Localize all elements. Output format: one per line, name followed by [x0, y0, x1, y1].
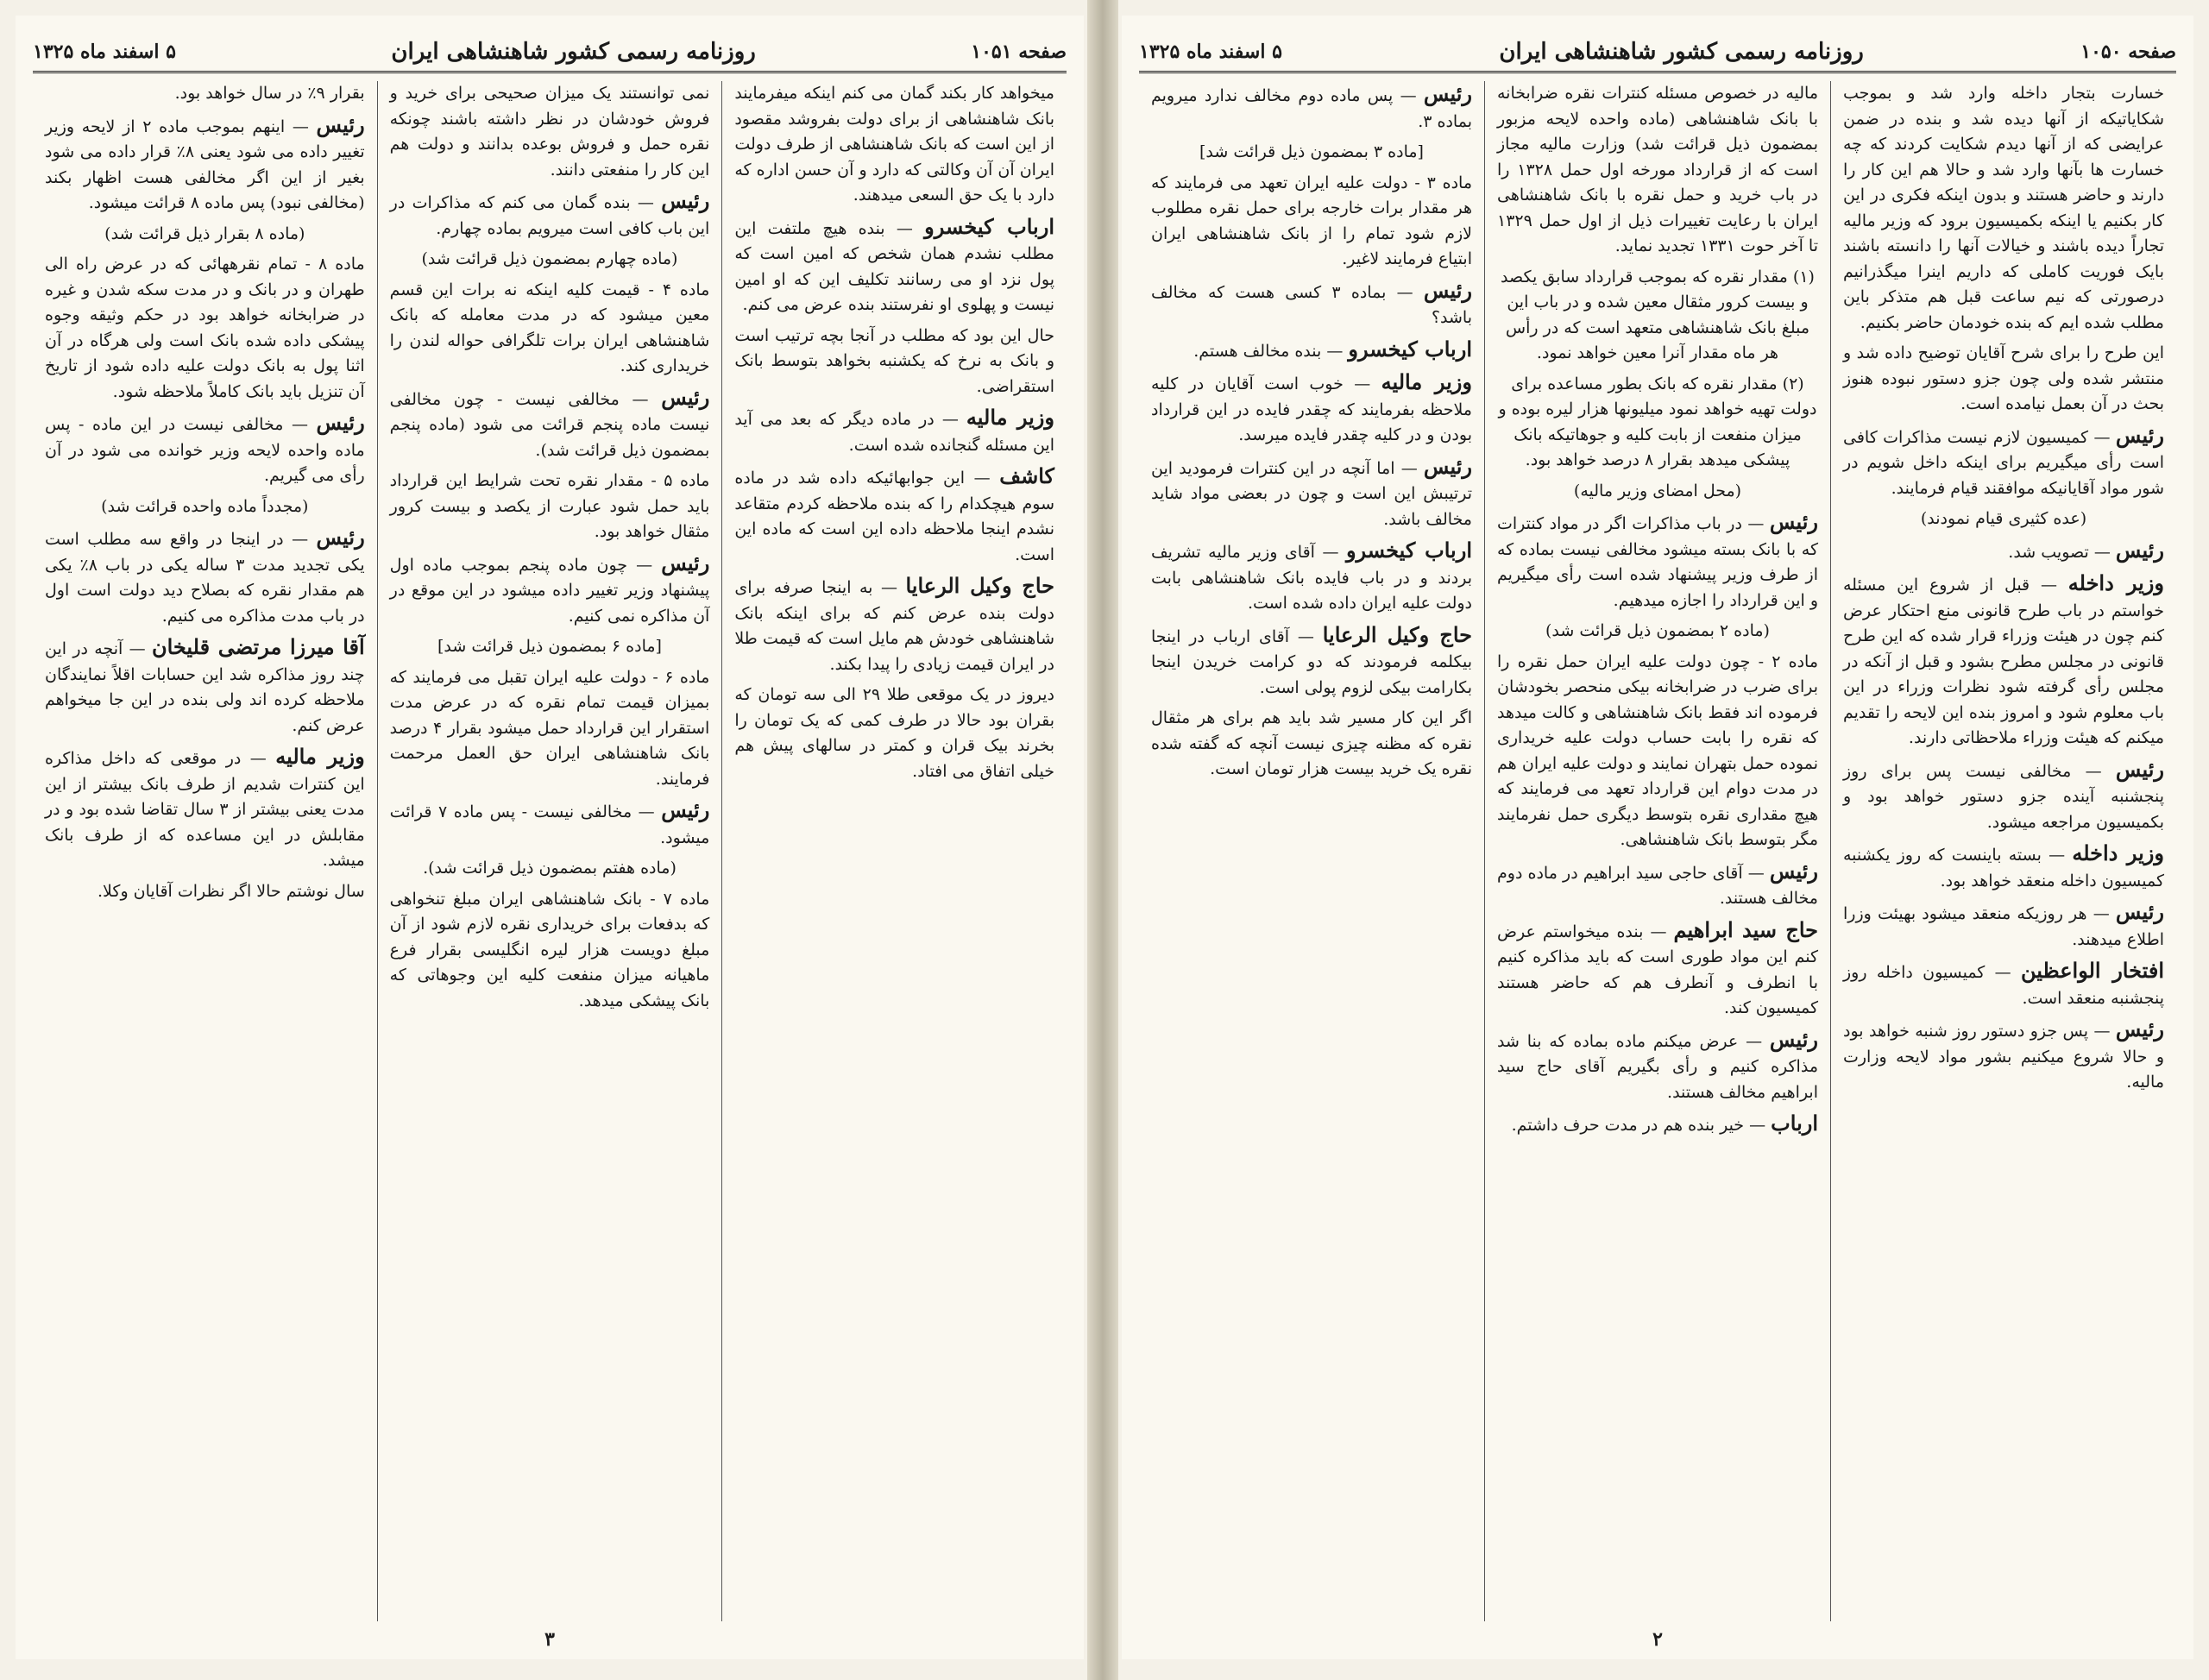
- speaker-name: وزیر مالیه: [1381, 369, 1472, 394]
- paragraph: رئیس — چون ماده پنجم بموجب ماده اول پیشنهاد وزیر تغییر داده میشود در این موقع در آن مذاکره نمی کنیم.: [389, 550, 710, 626]
- speaker-name: رئیس: [2115, 422, 2164, 448]
- paragraph-text: تصویب شد.: [2008, 542, 2089, 562]
- paragraph-text: مخالفی نیست - پس ماده ۷ قرائت میشود.: [389, 802, 710, 847]
- paragraph-text: اگر این کار مسیر شد باید هم برای هر مثقال نقره که مظنه چیزی نیست آنچه که گفته شده نقره یک خرید بیست هزار تومان است.: [1151, 708, 1472, 778]
- paragraph-text: پس جزو دستور روز شنبه خواهد بود و حالا شروع میکنیم بشور مواد لایحه وزارت مالیه.: [1843, 1022, 2164, 1092]
- paragraph: [45, 879, 365, 905]
- paragraph-text: قبل از شروع این مسئله خواستم در باب طرح قانونی منع احتکار عرض کنم چون در هیئت وزراء قرار شده که این طرح قانونی در مجلس مطرح بشود و قبل از آنکه در مجلس رأی گرفته شود نظرات وزراء در این باب معلوم شود و امروز بنده این لایحه را تقدیم میکنم که هیئت وزراء ملاحظاتی دارند.: [1843, 576, 2164, 747]
- paragraph-text: آقای حاجی سید ابراهیم در ماده دوم مخالف هستند.: [1497, 863, 1818, 908]
- page-right: [1122, 16, 2193, 1659]
- page-left: [16, 16, 1084, 1659]
- paragraph-text: [ماده ۶ بمضمون ذیل قرائت شد]: [437, 637, 662, 656]
- speaker-name: رئیس: [1423, 277, 1472, 303]
- paragraph: حاج سید ابراهیم — بنده میخواستم عرض کنم این مواد طوری است که باید مذاکره کنیم با انطرف و آنطرف هم که حاضر هستند کمیسیون کند.: [1497, 916, 1818, 1017]
- speaker-name: وزیر مالیه: [966, 405, 1054, 430]
- paragraph-text: (ماده ۸ بقرار ذیل قرائت شد): [104, 223, 305, 243]
- paragraph-text: ماده ۴ - قیمت کلیه اینکه نه برات این قسم معین میشود که در مدت معامله که بانک شاهنشاهی ایران برات تلگرافی حواله لندن را خریداری کند.: [389, 280, 710, 375]
- paragraph: [1497, 479, 1818, 505]
- page-number: صفحه ۱۰۵۱: [971, 41, 1067, 63]
- paragraph: [390, 469, 710, 545]
- speaker-name: رئیس: [2115, 537, 2164, 563]
- paragraph: آقا میرزا مرتضی قلیخان — آنچه در این چند روز مذاکره شد این حسابات اقلاً نمایندگان ملاحظه کرده اند ولی بنده در این جا میخواهم عرض کنم.: [44, 634, 365, 735]
- text-column: [33, 81, 377, 1621]
- speaker-name: حاج وکیل الرعایا: [1322, 621, 1472, 647]
- text-column: [377, 81, 722, 1621]
- paragraph-text: نمی توانستند یک میزان صحیحی برای خرید و فروش خودشان در نظر داشته باشند چونکه نقره حمل و فروش بوعده بدانند و دولت هم این کار را منفعتی دانند.: [389, 84, 710, 179]
- folio-number: ۳: [544, 1628, 555, 1651]
- speaker-name: رئیس: [316, 111, 365, 137]
- speaker-name: رئیس: [2115, 899, 2164, 924]
- paragraph: [734, 81, 1054, 209]
- paragraph: [45, 494, 365, 520]
- paragraph: حاج وکیل الرعایا — آقای ارباب در اینجا بیکلمه فرمودند که دو کرامت خریدن اینجا بکارامت بیکی لزوم پولی است.: [1151, 621, 1472, 697]
- paragraph-text: این جوابهائیکه داده شد در ماده سوم هیچکدام را که بنده ملاحظه کردم متقاعد نشدم اینجا ملاحظه داده این است که ماده این است.: [734, 469, 1054, 564]
- paragraph: وزیر مالیه — در موقعی که داخل مذاکره این کنترات شدیم از طرف بانک بیشتر از این مدت یعنی بیشتر از ۳ سال تقاضا شده بود و در مقابلش در این مساعده که از طرف بانک میشد.: [44, 744, 365, 870]
- speaker-name: رئیس: [2115, 1016, 2164, 1041]
- page-number: صفحه ۱۰۵۰: [2080, 41, 2176, 63]
- text-column: [1830, 81, 2176, 1621]
- paragraph-text: ماده ۶ - دولت علیه ایران تقبل می فرمایند که بمیزان قیمت تمام نقره که در عرض مدت استقرار این قرارداد حمل میشود بقرار ۴ درصد بانک شاهنشاهی ایران حق العمل مرحمت فرمایند.: [389, 667, 710, 789]
- paragraph: رئیس — تصویب شد.: [2008, 537, 2164, 563]
- issue-date: ۵ اسفند ماه ۱۳۲۵: [33, 41, 176, 63]
- paragraph-text: پس ماده دوم مخالف ندارد میرویم بماده ۳.: [1151, 86, 1472, 131]
- newspaper-title: روزنامه رسمی کشور شاهنشاهی ایران: [391, 39, 756, 65]
- speaker-name: رئیس: [1423, 81, 1472, 106]
- paragraph: [734, 683, 1054, 784]
- speaker-name: رئیس: [1769, 858, 1818, 884]
- speaker-name: رئیس: [1769, 509, 1818, 534]
- paragraph: رئیس — عرض میکنم ماده بماده که بنا شد مذاکره کنیم و رأی بگیریم آقای حاج سید ابراهیم مخالف هستند.: [1497, 1026, 1818, 1102]
- paragraph: رئیس — بماده ۳ کسی هست که مخالف باشد؟: [1151, 277, 1472, 327]
- paragraph-text: چون ماده پنجم بموجب ماده اول پیشنهاد وزیر تغییر داده میشود در این موقع در آن مذاکره نمی کنیم.: [389, 555, 710, 626]
- speaker-name: ارباب: [1771, 1111, 1818, 1136]
- paragraph: وزیر داخله — قبل از شروع این مسئله خواستم در باب طرح قانونی منع احتکار عرض کنم چون در هیئت وزراء قرار شده که این طرح قانونی در مجلس مطرح بشود و قبل از آنکه در مجلس رأی گرفته شود نظرات وزراء در این باب معلوم شود و امروز بنده این لایحه را تقدیم میکنم که هیئت وزراء ملاحظاتی دارند.: [1843, 570, 2164, 747]
- paragraph-text: در موقعی که داخل مذاکره این کنترات شدیم از طرف بانک بیشتر از این مدت یعنی بیشتر از ۳ سال تقاضا شده بود و در مقابلش در این مساعده که از طرف بانک میشد.: [44, 749, 365, 870]
- paragraph-text: ماده ۲ - چون دولت علیه ایران حمل نقره را برای ضرب در ضرابخانه بیکی منحصر بخودشان فرموده اند فقط بانک شاهنشاهی و کالت میدهد که نقره را بابت حساب دولت علیه خریداری نموده حمل بتهران نمایند و دولت علیه ایران هم در مدت دوام این قرارداد تعهد می فرمایند که هیچ مقداری نقره بتوسط دیگری حمل نفرمایند مگر بتوسط بانک شاهنشاهی.: [1497, 651, 1819, 849]
- speaker-name: آقا میرزا مرتضی قلیخان: [151, 634, 365, 659]
- paragraph-text: این طرح را برای شرح آقایان توضیح داده شد و منتشر شده ولی چون جزو دستور نبوده هنوز بحث در آن بعمل نیامده است.: [1843, 343, 2164, 413]
- paragraph: [1497, 81, 1818, 260]
- paragraph: [734, 324, 1054, 400]
- paragraph: رئیس — مخالفی نیست - چون مخالفی نیست ماده پنجم قرائت می شود (ماده پنجم بمضمون ذیل قرائت شد).: [389, 384, 710, 460]
- newspaper-title: روزنامه رسمی کشور شاهنشاهی ایران: [1499, 39, 1864, 65]
- columns: [33, 81, 1067, 1621]
- paragraph-text: در اینجا در واقع سه مطلب است یکی تجدید مدت ۳ ساله یکی در باب ۸٪ یکی هم مقدار نقره که بصلاح دید دولت است اول در باب مدت مذاکره می کنیم.: [44, 530, 365, 626]
- paragraph-text: ماده ۸ - تمام نقرههائی که در عرض راه الی طهران و در بانک و در مدت سکه شدن و غیره در ضرابخانه خواهد بود در حکم وثیقه وجوه پیشکی داده شده بانک است ولی هرگاه در آن اثنا پول به بانک دولت علیه داده شود از تاریخ آن تنزیل باید بانک کاملاً ملاحظه شود.: [44, 255, 365, 401]
- paragraph-text: (محل امضای وزیر مالیه): [1573, 481, 1742, 500]
- speaker-name: رئیس: [1423, 453, 1472, 479]
- paragraph-text: بقرار ۹٪ در سال خواهد بود.: [174, 84, 365, 103]
- speaker-name: ارباب کیخسرو: [924, 213, 1054, 239]
- paragraph: [45, 222, 365, 248]
- text-column: [1139, 81, 1484, 1621]
- issue-date: ۵ اسفند ماه ۱۳۲۵: [1139, 41, 1282, 63]
- paragraph-text: [ماده ۳ بمضمون ذیل قرائت شد]: [1199, 142, 1424, 161]
- paragraph: ارباب کیخسرو — بنده مخالف هستم.: [1193, 336, 1472, 362]
- speaker-name: وزیر مالیه: [275, 744, 365, 769]
- paragraph: رئیس — مخالفی نیست در این ماده - پس ماده واحده لایحه وزیر خوانده می شود در آن رأی می گیریم.: [44, 410, 365, 485]
- paragraph: [1843, 507, 2164, 532]
- paragraph-text: اما آنچه در این کنترات فرمودید این ترتیبش این است و چون در بعضی مواد شاید مخالف باشد.: [1151, 458, 1472, 529]
- paragraph-text: آقای ارباب در اینجا بیکلمه فرمودند که دو کرامت خریدن اینجا بکارامت بیکی لزوم پولی است.: [1151, 626, 1472, 697]
- columns: [1139, 81, 2176, 1621]
- speaker-name: رئیس: [661, 797, 710, 822]
- paragraph-text: دیروز در یک موقعی طلا ۲۹ الی سه تومان که بقران بود حالا در طرف کمی که یک تومان را بخرند بیک قران و کمتر در سالهای پیش هم خیلی اتفاق می افتاد.: [734, 685, 1054, 781]
- paragraph-text: (مجدداً ماده واحده قرائت شد): [101, 496, 309, 516]
- paragraph: [1151, 171, 1472, 273]
- paragraph: [390, 81, 710, 183]
- paragraph-text: (۱) مقدار نقره که بموجب قرارداد سابق یکصد و بیست کرور مثقال معین شده و در باب این مبلغ بانک شاهنشاهی متعهد است که در رأس هر ماه مقدار آنرا معین خواهد نمود.: [1501, 267, 1815, 362]
- paragraph-text: بنده گمان می کنم که مذاکرات در این باب کافی است میرویم بماده چهارم.: [389, 193, 710, 238]
- paragraph-text: مخالفی نیست پس برای روز پنجشنبه آینده جزو دستور خواهد بود و بکمیسیون مراجعه میشود.: [1843, 761, 2164, 832]
- speaker-name: رئیس: [316, 410, 365, 435]
- paragraph-text: آنچه در این چند روز مذاکره شد این حسابات اقلاً نمایندگان ملاحظه کرده اند ولی بنده در این جا میخواهم عرض کنم.: [44, 639, 365, 735]
- paragraph: [390, 887, 710, 1015]
- paragraph: [1843, 341, 2164, 418]
- paragraph-text: (ماده چهارم بمضمون ذیل قرائت شد): [421, 249, 678, 268]
- paragraph: رئیس — در اینجا در واقع سه مطلب است یکی تجدید مدت ۳ ساله یکی در باب ۸٪ یکی هم مقدار نقره که بصلاح دید دولت است اول در باب مدت مذاکره می کنیم.: [44, 525, 365, 626]
- speaker-name: رئیس: [2115, 756, 2164, 782]
- page-header: [1139, 33, 2176, 73]
- paragraph: [45, 81, 365, 107]
- speaker-name: رئیس: [1769, 1026, 1818, 1052]
- paragraph-text: بسته باینست که روز یکشنبه کمیسیون داخله منعقد خواهد بود.: [1843, 846, 2164, 890]
- speaker-name: وزیر داخله: [2072, 840, 2164, 865]
- text-column: [1484, 81, 1830, 1621]
- paragraph: [45, 252, 365, 405]
- paragraph: وزیر داخله — بسته باینست که روز یکشنبه کمیسیون داخله منعقد خواهد بود.: [1843, 840, 2164, 890]
- paragraph: رئیس — اینهم بموجب ماده ۲ از لایحه وزیر تغییر داده می شود یعنی ۸٪ قرار داده می شود بغیر از این اگر مخالفی هست اظهار بکند (مخالفی نبود) پس ماده ۸ قرائت میشود.: [44, 111, 365, 212]
- paragraph: ارباب کیخسرو — آقای وزیر مالیه تشریف بردند و در باب فایده بانک شاهنشاهی بابت دولت علیه ایران داده شده است.: [1151, 538, 1472, 613]
- paragraph-text: به اینجا صرفه برای دولت بنده عرض کنم که برای اینکه بانک شاهنشاهی خودش هم مایل است که قیمت طلا در ایران قیمت زیادی را پیدا بکند.: [734, 578, 1054, 674]
- speaker-name: کاشف: [999, 463, 1054, 488]
- paragraph-text: (۲) مقدار نقره که بانک بطور مساعده برای دولت تهیه خواهد نمود میلیونها هزار لیره بوده و میزان منفعت از بابت کلیه و جوهاتیکه بانک پیشکی میدهد بقرار ۸ درصد خواهد بود.: [1498, 374, 1817, 469]
- paragraph-text: هر روزیکه منعقد میشود بهیئت وزرا اطلاع میدهند.: [1843, 904, 2164, 949]
- paragraph: ارباب کیخسرو — بنده هیچ ملتفت این مطلب نشدم همان شخص که امین است که پول نزد او می رسانند تکلیف این که او امین نیست و پهلوی او نفرستند بنده عرض می کنم.: [734, 213, 1054, 314]
- paragraph-text: (ماده هفتم بمضمون ذیل قرائت شد).: [423, 859, 677, 878]
- paragraph-text: مخالفی نیست در این ماده - پس ماده واحده لایحه وزیر خوانده می شود در آن رأی می گیریم.: [44, 415, 365, 485]
- paragraph-text: خیر بنده هم در مدت حرف داشتم.: [1511, 1116, 1745, 1135]
- paragraph: وزیر مالیه — خوب است آقایان در کلیه ملاحظه بفرمایند که چقدر فایده در این قرارداد بودن و در کلیه چقدر فایده میرسد.: [1151, 369, 1472, 444]
- paragraph-text: سال نوشتم حالا اگر نظرات آقایان وکلا.: [98, 881, 365, 901]
- paragraph-text: کمیسیون لازم نیست مذاکرات کافی است رأی میگیریم برای اینکه داخل شویم در شور مواد آقایانیکه موافقند قیام فرمایند.: [1843, 427, 2164, 498]
- paragraph: [390, 278, 710, 380]
- paragraph: [390, 247, 710, 273]
- paragraph-text: میخواهد کار بکند گمان می کنم اینکه میفرمایند بانک شاهنشاهی از برای دولت بفروشد مقصود از این است که بانک شاهنشاهی از طرف دولت ایران آن آن وکالتی که دارد و آن حسن اداره که دارد با یک حق السعی میدهند.: [734, 84, 1054, 204]
- paragraph-text: بماده ۳ کسی هست که مخالف باشد؟: [1151, 282, 1472, 327]
- paragraph: [1843, 81, 2164, 336]
- paragraph: رئیس — پس ماده دوم مخالف ندارد میرویم بماده ۳.: [1151, 81, 1472, 131]
- speaker-name: رئیس: [316, 525, 365, 550]
- speaker-name: رئیس: [661, 188, 710, 213]
- paragraph-text: ماده ۷ - بانک شاهنشاهی ایران مبلغ تنخواهی که بدفعات برای خریداری نقره لازم شود از آن مبلغ دویست هزار لیره انگلیسی بقرار فرع ماهیانه میزان منفعت کلیه این وجوهاتی که بانک پیشکی میدهد.: [389, 889, 710, 1010]
- paragraph-text: مخالفی نیست - چون مخالفی نیست ماده پنجم قرائت می شود (ماده پنجم بمضمون ذیل قرائت شد).: [389, 389, 710, 460]
- paragraph-text: خوب است آقایان در کلیه ملاحظه بفرمایند که چقدر فایده در این قرارداد بودن و در کلیه چقدر فایده میرسد.: [1151, 374, 1472, 444]
- paragraph: [1151, 140, 1472, 166]
- paragraph-text: خسارت بتجار داخله وارد شد و بموجب شکایاتیکه از آنها دیده شد و بنده در ضمن عرایضی که از آنها دیدم شکایت کردند که چه خسارت ها بآنها وارد شد و حالا هم این کار را دارند و حاضر هستند و بدون اینکه فکری در این کار بکنیم یا اینکه بکمیسیون برود که وزیر مالیه تجاراً دیده باشند و خیالات آنها را دانسته باشند بایک فوریت کاملی که داریم اینرا میگذرانیم درصورتی که نیم ساعت قبل هم متذکر باین مطلب شده ایم که بنده خودمان حاضر بکنیم.: [1843, 84, 2164, 332]
- paragraph-text: بنده هیچ ملتفت این مطلب نشدم همان شخص که امین است که پول نزد او می رسانند تکلیف این که او امین نیست و پهلوی او نفرستند بنده عرض می کنم.: [734, 218, 1054, 314]
- paragraph: وزیر مالیه — در ماده دیگر که بعد می آید این مسئله گنجانده شده است.: [734, 405, 1054, 455]
- paragraph: [390, 856, 710, 882]
- paragraph: [390, 665, 710, 793]
- paragraph: رئیس — کمیسیون لازم نیست مذاکرات کافی است رأی میگیریم برای اینکه داخل شویم در شور مواد آقایانیکه موافقند قیام فرمایند.: [1843, 422, 2164, 498]
- speaker-name: حاج وکیل الرعایا: [905, 573, 1054, 598]
- paragraph: رئیس — در باب مذاکرات اگر در مواد کنترات که با بانک بسته میشود مخالفی نیست بماده که از طرف وزیر پیشنهاد شده است رأی میگیریم و این قرارداد را اجازه میدهیم.: [1497, 509, 1818, 610]
- speaker-name: رئیس: [661, 550, 710, 576]
- paragraph-text: (ماده ۲ بمضمون ذیل قرائت شد): [1545, 621, 1770, 640]
- paragraph-text: مالیه در خصوص مسئله کنترات نقره ضرابخانه با بانک شاهنشاهی (ماده واحده لایحه مزبور بمضمون ذیل قرائت شد) وزارت مالیه مجاز است که از قرارداد مورخه اول حمل ۱۳۲۸ را در باب خرید و حمل نقره با بانک شاهنشاهی ایران با رعایت تغییرات ذیل از اول حمل ۱۳۲۹ تا آخر حوت ۱۳۳۱ تجدید نماید.: [1497, 84, 1818, 255]
- paragraph-text: بنده میخواستم عرض کنم این مواد طوری است که باید مذاکره کنیم با انطرف و آنطرف هم که حاضر هستند کمیسیون کند.: [1497, 922, 1818, 1017]
- paragraph: رئیس — اما آنچه در این کنترات فرمودید این ترتیبش این است و چون در بعضی مواد شاید مخالف باشد.: [1151, 453, 1472, 529]
- paragraph: [1497, 619, 1818, 645]
- paragraph-text: حال این بود که مطلب در آنجا بچه ترتیب است و بانک به نرخ که یکشنبه بخواهد بتوسط بانک استقراضی.: [734, 325, 1054, 396]
- paragraph: افتخار الواعظین — کمیسیون داخله روز پنجشنبه منعقد است.: [1843, 958, 2164, 1008]
- speaker-name: افتخار الواعظین: [2021, 958, 2164, 983]
- paragraph-text: (عده کثیری قیام نمودند): [1920, 509, 2087, 528]
- paragraph: [1497, 265, 1818, 367]
- speaker-name: ارباب کیخسرو: [1345, 538, 1472, 563]
- speaker-name: ارباب کیخسرو: [1348, 336, 1472, 362]
- paragraph-text: اینهم بموجب ماده ۲ از لایحه وزیر تغییر داده می شود یعنی ۸٪ قرار داده می شود بغیر از این اگر مخالفی هست اظهار بکند (مخالفی نبود) پس ماده ۸ قرائت میشود.: [44, 116, 365, 212]
- speaker-name: رئیس: [661, 384, 710, 410]
- speaker-name: حاج سید ابراهیم: [1673, 916, 1818, 942]
- paragraph: رئیس — پس جزو دستور روز شنبه خواهد بود و حالا شروع میکنیم بشور مواد لایحه وزارت مالیه.: [1843, 1016, 2164, 1092]
- paragraph: ارباب — خیر بنده هم در مدت حرف داشتم.: [1511, 1111, 1818, 1136]
- text-column: [721, 81, 1067, 1621]
- paragraph-text: در باب مذاکرات اگر در مواد کنترات که با بانک بسته میشود مخالفی نیست بماده که از طرف وزیر پیشنهاد شده است رأی میگیریم و این قرارداد را اجازه میدهیم.: [1497, 514, 1818, 610]
- paragraph: [1151, 706, 1472, 783]
- paragraph: [1497, 650, 1818, 853]
- paragraph: [1497, 372, 1818, 474]
- paragraph-text: ماده ۳ - دولت علیه ایران تعهد می فرمایند که هر مقدار برات خارجه برای حمل نقره مطلوب لازم شود تمام را از بانک شاهنشاهی ایران ابتیاع فرمایند لاغیر.: [1151, 173, 1472, 268]
- paragraph: [390, 634, 710, 660]
- paragraph: کاشف — این جوابهائیکه داده شد در ماده سوم هیچکدام را که بنده ملاحظه کردم متقاعد نشدم اینجا ملاحظه داده این است که ماده این است.: [734, 463, 1054, 564]
- paragraph-text: آقای وزیر مالیه تشریف بردند و در باب فایده بانک شاهنشاهی بابت دولت علیه ایران داده شده است.: [1151, 543, 1472, 613]
- paragraph: رئیس — هر روزیکه منعقد میشود بهیئت وزرا اطلاع میدهند.: [1843, 899, 2164, 949]
- paragraph-text: عرض میکنم ماده بماده که بنا شد مذاکره کنیم و رأی بگیریم آقای حاج سید ابراهیم مخالف هستند.: [1497, 1031, 1818, 1102]
- paragraph: رئیس — بنده گمان می کنم که مذاکرات در این باب کافی است میرویم بماده چهارم.: [389, 188, 710, 238]
- paragraph: رئیس — مخالفی نیست - پس ماده ۷ قرائت میشود.: [389, 797, 710, 847]
- folio-number: ۲: [1652, 1628, 1663, 1651]
- page-header: [33, 33, 1067, 73]
- paragraph: رئیس — آقای حاجی سید ابراهیم در ماده دوم مخالف هستند.: [1497, 858, 1818, 908]
- paragraph-text: بنده مخالف هستم.: [1193, 341, 1322, 361]
- paragraph-text: کمیسیون داخله روز پنجشنبه منعقد است.: [1843, 963, 2164, 1008]
- paragraph-text: در ماده دیگر که بعد می آید این مسئله گنجانده شده است.: [734, 410, 1054, 455]
- paragraph-text: ماده ۵ - مقدار نقره تحت شرایط این قرارداد باید حمل شود عبارت از یکصد و بیست کرور مثقال خواهد بود.: [389, 471, 710, 541]
- paragraph: رئیس — مخالفی نیست پس برای روز پنجشنبه آینده جزو دستور خواهد بود و بکمیسیون مراجعه میشود.: [1843, 756, 2164, 832]
- book-spine: [1087, 0, 1118, 1680]
- speaker-name: وزیر داخله: [2067, 570, 2164, 595]
- paragraph: حاج وکیل الرعایا — به اینجا صرفه برای دولت بنده عرض کنم که برای اینکه بانک شاهنشاهی خودش هم مایل است که قیمت طلا در ایران قیمت زیادی را پیدا بکند.: [734, 573, 1054, 674]
